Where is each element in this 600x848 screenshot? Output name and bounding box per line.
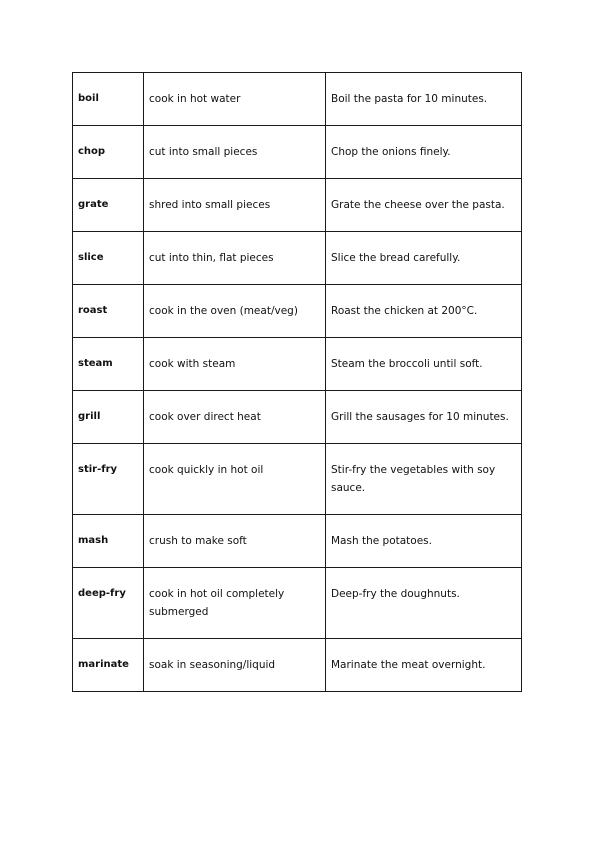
- definition-cell: cook over direct heat: [144, 391, 326, 444]
- example-cell: Marinate the meat overnight.: [326, 639, 522, 692]
- verb-cell: steam: [73, 338, 144, 391]
- example-cell: Grate the cheese over the pasta.: [326, 179, 522, 232]
- verb-cell: deep-fry: [73, 568, 144, 639]
- table-row: [73, 285, 522, 338]
- example-cell: Boil the pasta for 10 minutes.: [326, 73, 522, 126]
- definition-cell: cook in the oven (meat/veg): [144, 285, 326, 338]
- example-cell: Stir-fry the vegetables with soy sauce.: [326, 444, 522, 515]
- cooking-verbs-table: [72, 72, 522, 692]
- verb-cell: marinate: [73, 639, 144, 692]
- example-cell: Steam the broccoli until soft.: [326, 338, 522, 391]
- table-row: [73, 73, 522, 126]
- definition-cell: soak in seasoning/liquid: [144, 639, 326, 692]
- definition-cell: cook in hot oil completely submerged: [144, 568, 326, 639]
- verb-cell: slice: [73, 232, 144, 285]
- definition-cell: cook quickly in hot oil: [144, 444, 326, 515]
- example-cell: Roast the chicken at 200°C.: [326, 285, 522, 338]
- example-cell: Mash the potatoes.: [326, 515, 522, 568]
- table-row: [73, 126, 522, 179]
- definition-cell: cook in hot water: [144, 73, 326, 126]
- example-cell: Chop the onions finely.: [326, 126, 522, 179]
- definition-cell: crush to make soft: [144, 515, 326, 568]
- table-row: [73, 515, 522, 568]
- verb-cell: mash: [73, 515, 144, 568]
- example-cell: Grill the sausages for 10 minutes.: [326, 391, 522, 444]
- verb-cell: chop: [73, 126, 144, 179]
- table-row: [73, 568, 522, 639]
- verb-cell: stir-fry: [73, 444, 144, 515]
- example-cell: Deep-fry the doughnuts.: [326, 568, 522, 639]
- table-row: [73, 444, 522, 515]
- verb-cell: grill: [73, 391, 144, 444]
- verb-cell: boil: [73, 73, 144, 126]
- verb-cell: roast: [73, 285, 144, 338]
- table-row: [73, 639, 522, 692]
- definition-cell: cook with steam: [144, 338, 326, 391]
- definition-cell: cut into thin, flat pieces: [144, 232, 326, 285]
- table-row: [73, 338, 522, 391]
- example-cell: Slice the bread carefully.: [326, 232, 522, 285]
- table-row: [73, 179, 522, 232]
- verb-cell: grate: [73, 179, 144, 232]
- definition-cell: shred into small pieces: [144, 179, 326, 232]
- table-row: [73, 232, 522, 285]
- table-row: [73, 391, 522, 444]
- definition-cell: cut into small pieces: [144, 126, 326, 179]
